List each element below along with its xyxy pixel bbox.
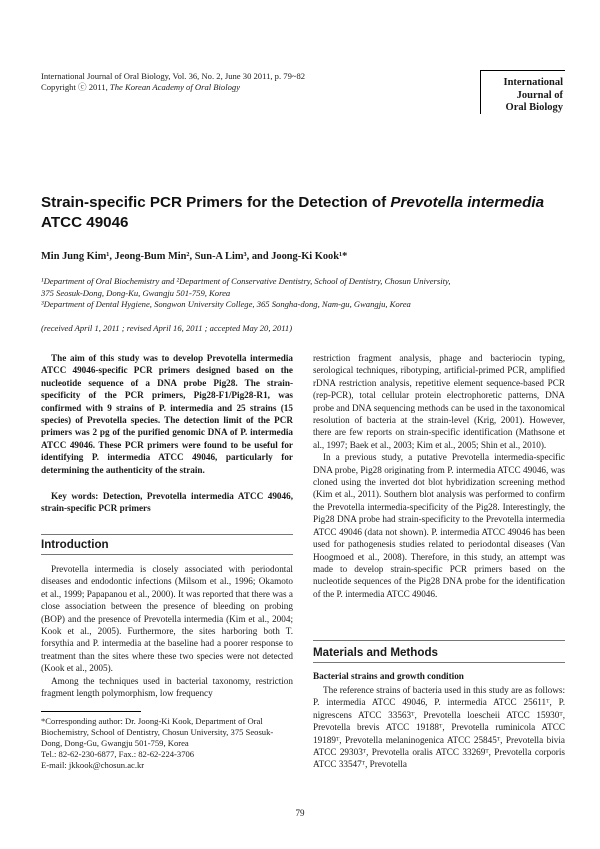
section-rule xyxy=(41,534,293,535)
received-dates: (received April 1, 2011 ; revised April 16, 2011 ; accepted May 20, 2011) xyxy=(41,323,293,333)
copyright-line: Copyright ⓒ 2011, The Korean Academy of Oral Biology xyxy=(41,82,241,92)
body-paragraph: The reference strains of bacteria used in this study are as follows: P. intermedia ATCC 49046, P. intermedia ATCC 25611ᵀ, P. nigrescens ATCC 33563ᵀ, Prevotella loescheii ATCC 15930ᵀ, Prevotella brevis ATCC 19188ᵀ, Prevotella ruminicola ATCC 19189ᵀ, Prevotella melaninogenica ATCC 25845ᵀ, Prevotella bivia ATCC 29303ᵀ, Prevotella oralis ATCC 33269ᵀ, Prevotella corporis ATCC 33547ᵀ, Prevotella xyxy=(313,685,565,770)
intro-body xyxy=(41,563,293,699)
section-rule xyxy=(41,554,293,555)
authors: Min Jung Kim¹, Jeong-Bum Min², Sun-A Lim³, and Joong-Ki Kook¹* xyxy=(41,251,348,262)
subsection-heading: Bacterial strains and growth condition xyxy=(313,671,464,681)
right-column-body xyxy=(313,352,565,600)
intro-heading: Introduction xyxy=(41,538,109,551)
keywords: Key words: Detection, Prevotella intermedia ATCC 49046, strain-specific PCR primers xyxy=(41,491,293,514)
journal-citation xyxy=(41,71,305,93)
section-rule xyxy=(313,662,565,663)
citation-line: International Journal of Oral Biology, Vol. 36, No. 2, June 30 2011, p. 79~82 xyxy=(41,71,306,81)
methods-heading: Materials and Methods xyxy=(313,646,438,659)
intro-paragraph: Prevotella intermedia is closely associated with periodontal diseases and endodontic infections (Milsom et al., 1996; Okamoto et al., 1999; Papapanou et al., 2000). It was reported that there was a close association between the presence of bleeding on probing (BOP) and the presence of Prevotella intermedia (Kim et al., 2004; Kook et al., 2005). Furthermore, the sites harboring both T. forsythia and P. intermedia at the baseline had a poorer response to treatment than the sites where these two species were not detected (Kook et al., 2005). xyxy=(41,564,293,674)
abstract xyxy=(41,352,293,476)
methods-body xyxy=(313,684,565,771)
article-title: Strain-specific PCR Primers for the Detection of Prevotella intermedia ATCC 49046 xyxy=(41,194,545,231)
body-paragraph: In a previous study, a putative Prevotella intermedia-specific DNA probe, Pig28 originating from P. intermedia ATCC 49046, was cloned using the inverted dot blot hybridization screening method (Kim et al., 2011). Southern blot analysis was performed to confirm the Prevotella intermedia-specificity of the Pig28. Interestingly, the Pig28 DNA probe had strain-specificity to the Prevotella intermedia ATCC 49046 (data not shown). P. intermedia ATCC 49046 has been used for pathogenesis studies related to periodontal diseases (Van Hoogmoed et al., 2008). Therefore, in this study, an attempt was made to develop strain-specific PCR primers based on the nucleotide sequences of the Pig28 DNA probe for the identification of the P. intermedia ATCC 49046. xyxy=(313,452,565,599)
page-number: 79 xyxy=(295,808,305,818)
affiliations: ¹Department of Oral Biochemistry and ²Department of Conservative Dentistry, School of Dentistry, Chosun University, 375 Seosuk-Dong, Dong-Ku, Gwangju 501-759, Korea ³Department of Dental Hygiene, Songwon University College, 365 Songha-dong, Nam-gu, Gwangju, Korea xyxy=(41,276,451,310)
corresponding-author-footnote: *Corresponding author: Dr. Joong-Ki Kook, Department of Oral Biochemistry, School of Dentistry, Chosun University, 375 Seosuk-Dong, Dong-Gu, Gwangju 501-759, Korea Tel.: 82-62-230-6877, Fax.: 82-62-224-3706 E-mail: jkkook@chosun.ac.kr xyxy=(41,716,274,770)
section-rule xyxy=(313,640,565,641)
abstract-text: The aim of this study was to develop Prevotella intermedia ATCC 49046-specific PCR primers designed based on the nucleotide sequence of a DNA probe Pig28. The strain-specificity of the PCR primers, Pig28-F1/Pig28-R1, was confirmed with 9 strains of P. intermedia and 25 strains (15 species) of Prevotella species. The detection limit of the PCR primers was 2 pg of the purified genomic DNA of P. intermedia ATCC 49046. These PCR primers were found to be useful for identifying P. intermedia ATCC 49046, particularly for determining the authenticity of the strain. xyxy=(41,353,293,475)
footnote-rule xyxy=(41,711,141,712)
journal-name: International Journal of Oral Biology xyxy=(503,77,563,113)
body-paragraph: restriction fragment analysis, phage and bacteriocin typing, serological techniques, ribotyping, artificial-primed PCR, amplified rDNA restriction analysis, repetitive element sequence-based PCR (rep-PCR), total cellular protein electrophoretic patterns, DNA probe and DNA sequencing methods can be used in the taxonomical resolution of bacteria at the strain-level (Krig, 2001). However, there are few reports on strain-specific identification (Mathsone et al., 1997; Baek et al., 2003; Kim et al., 2005; Shin et al., 2010). xyxy=(313,353,565,450)
intro-paragraph: Among the techniques used in bacterial taxonomy, restriction fragment length polymorphism, low frequency xyxy=(41,675,293,699)
